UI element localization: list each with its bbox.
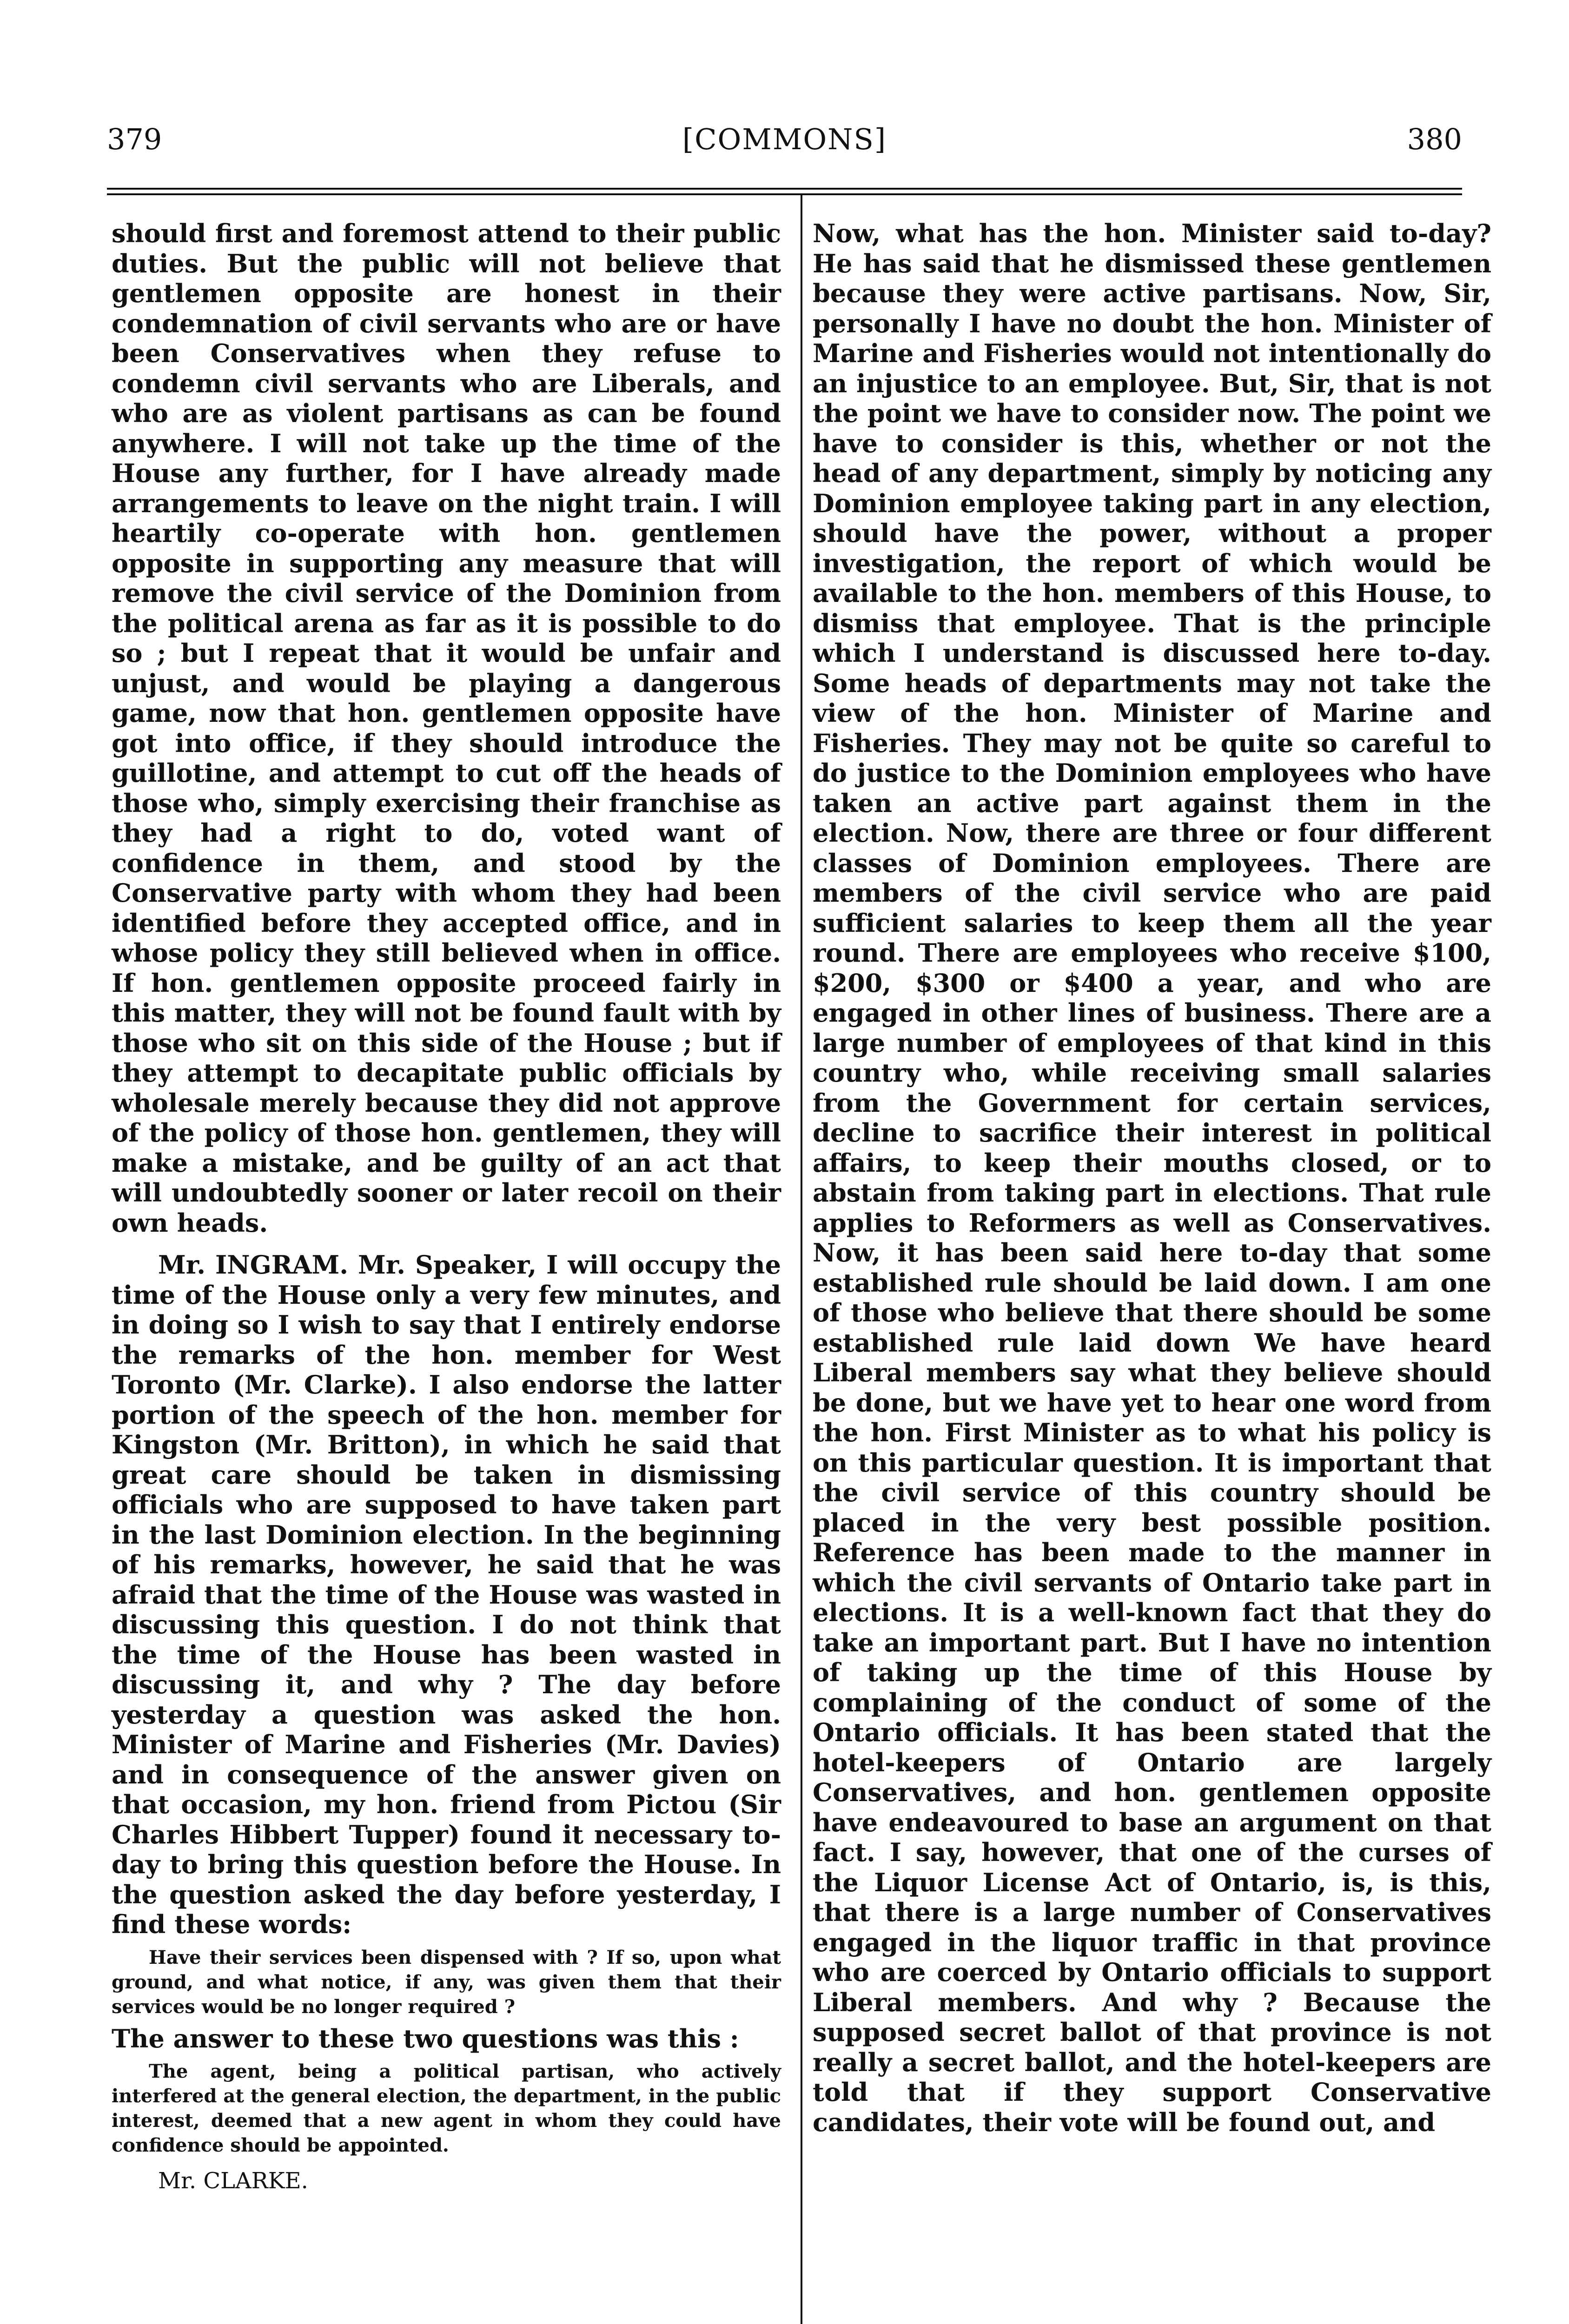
- right-paragraph-1: Now, what has the hon. Minister said to-day? He has said that he dismissed these gentlemen because they were active partisans. Now, Sir, personally I have no doubt the hon. Minister of Marine and Fisheries would not intentionally do an injustice to an employee. But, Sir, that is not the point we have to consider now. The point we have to consider is this, whether or not the head of any department, simply by noticing any Dominion employee taking part in any election, should have the power, without a proper investigation, the report of which would be available to the hon. members of this House, to dismiss that employee. That is the principle which I understand is discussed here to-day. Some heads of departments may not take the view of the hon. Minister of Marine and Fisheries. They may not be quite so careful to do justice to the Dominion employees who have taken an active part against them in the election. Now, there are three or four different classes of Dominion employees. There are members of the civil service who are paid sufficient salaries to keep them all the year round. There are employees who receive $100, $200, $300 or $400 a year, and who are engaged in other lines of business. There are a large number of employees of that kind in this country who, while receiving small salaries from the Government for certain services, decline to sacrifice their interest in political affairs, to keep their mouths closed, or to abstain from taking part in elections. That rule applies to Reformers as well as Conservatives. Now, it has been said here to-day that some established rule should be laid down. I am one of those who believe that there should be some established rule laid down We have heard Liberal members say what they believe should be done, but we have yet to hear one word from the hon. First Minister as to what his policy is on this particular question. It is important that the civil service of this country should be placed in the very best possible position. Reference has been made to the manner in which the civil servants of Ontario take part in elections. It is a well-known fact that they do take an important part. But I have no intention of taking up the time of this House by complaining of the conduct of some of the Ontario officials. It has been stated that the hotel-keepers of Ontario are largely Conservatives, and hon. gentlemen opposite have endeavoured to base an argument on that fact. I say, however, that one of the curses of the Liquor License Act of Ontario, is, is this, that there is a large number of Conservatives engaged in the liquor traffic in that province who are coerced by Ontario officials to support Liberal members. And why ? Because the supposed secret ballot of that province is not really a secret ballot, and the hotel-keepers are told that if they support Conservative candidates, their vote will be found out, and: [813, 218, 1491, 2137]
- page-header: [107, 114, 1462, 165]
- page-number-right: 380: [1407, 122, 1462, 156]
- ingram-speech: Mr. INGRAM. Mr. Speaker, I will occupy the time of the House only a very few minutes, and in doing so I wish to say that I entirely endorse the remarks of the hon. member for West Toronto (Mr. Clarke). I also endorse the latter portion of the speech of the hon. member for Kingston (Mr. Britton), in which he said that great care should be taken in dismissing officials who are supposed to have taken part in the last Dominion election. In the beginning of his remarks, however, he said that he was afraid that the time of the House was wasted in discussing this question. I do not think that the time of the House has been wasted in discussing it, and why ? The day before yesterday a question was asked the hon. Minister of Marine and Fisheries (Mr. Davies) and in consequence of the answer given on that occasion, my hon. friend from Pictou (Sir Charles Hibbert Tupper) found it necessary to-day to bring this question before the House. In the question asked the day before yesterday, I find these words:: [112, 1250, 781, 1939]
- running-head: [COMMONS]: [682, 122, 887, 156]
- signature-name: Mr. CLARKE.: [158, 2168, 308, 2194]
- quoted-question: Have their services been dispensed with ? If so, upon what ground, and what notice, if any, was given them that their services would be no longer required ?: [112, 1946, 781, 2018]
- quoted-answer: The agent, being a political partisan, who actively interfered at the general election, the department, in the public interest, deemed that a new agent in whom they could have confidence should be appointed.: [112, 2060, 781, 2156]
- left-column: [112, 218, 781, 2196]
- column-divider: [801, 195, 802, 2324]
- page-number-left: 379: [107, 122, 162, 156]
- header-rule-bottom: [107, 193, 1462, 195]
- left-paragraph-1: should first and foremost attend to their public duties. But the public will not believe that gentlemen opposite are honest in their condemnation of civil servants who are or have been Conservatives when they refuse to condemn civil servants who are Liberals, and who are as violent partisans as can be found anywhere. I will not take up the time of the House any further, for I have already made arrangements to leave on the night train. I will heartily co-operate with hon. gentlemen opposite in supporting any measure that will remove the civil service of the Dominion from the political arena as far as it is possible to do so ; but I repeat that it would be unfair and unjust, and would be playing a dangerous game, now that hon. gentlemen opposite have got into office, if they should introduce the guillotine, and attempt to cut off the heads of those who, simply exercising their franchise as they had a right to do, voted want of confidence in them, and stood by the Conservative party with whom they had been identified before they accepted office, and in whose policy they still believed when in office. If hon. gentlemen opposite proceed fairly in this matter, they will not be found fault with by those who sit on this side of the House ; but if they attempt to decapitate public officials by wholesale merely because they did not approve of the policy of those hon. gentlemen, they will make a mistake, and be guilty of an act that will undoubtedly sooner or later recoil on their own heads.: [112, 218, 781, 1238]
- answer-intro: The answer to these two questions was this :: [112, 2023, 739, 2053]
- right-column: [813, 218, 1491, 2137]
- header-rule-top: [107, 188, 1462, 190]
